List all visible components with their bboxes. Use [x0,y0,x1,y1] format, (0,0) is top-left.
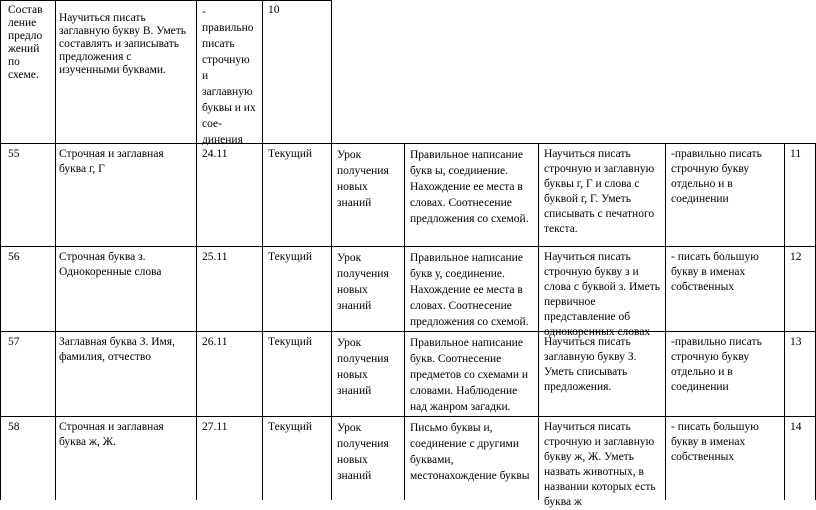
table-border [331,0,332,500]
row-control: Текущий [268,148,313,160]
lesson-type-line: новых [337,181,368,193]
row-goals: Научиться писать заглавную букву З. Уметь списывать предложения. [544,336,637,393]
header-skills-cell [202,4,262,148]
row-control: Текущий [268,421,313,433]
table-border [404,143,405,500]
lesson-type-line: Урок [337,422,362,434]
lesson-type-line: получения [337,268,389,280]
row-number: 58 [8,421,20,433]
row-number: 55 [8,148,20,160]
header-topic-line: ление [8,17,37,29]
row-skills: - писать большую букву в именах собственных [671,251,759,293]
lesson-type-line: новых [337,454,368,466]
header-topic-line: Состав [8,4,43,16]
row-lesson-type [337,147,403,211]
lesson-type-line: Урок [337,149,362,161]
row-goals: Научиться писать строчную и заглавную буквы г, Г и слова с буквой г, Г. Уметь списывать с печатного текста. [544,148,655,235]
row-hours: 11 [790,148,802,160]
row-skills: - писать большую букву в именах собственных [671,421,759,463]
table-border [0,416,816,417]
header-skills-line: правильно [202,22,254,34]
row-date: 27.11 [202,421,228,433]
lesson-type-line: получения [337,438,389,450]
row-goals: Научиться писать строчную букву з и слова с буквой з. Иметь первичное представление об однокоренных словах [544,251,660,338]
row-date: 25.11 [202,251,228,263]
header-goals-cell: Научиться писать заглавную букву В. Уметь составлять и записывать предложения с изученными буквами. [59,12,187,76]
row-skills: -правильно писать строчную букву отдельно и в соединении [671,336,762,393]
row-topic: Заглавная буква З. Имя, фамилия, отчество [59,336,175,363]
table-border [196,0,197,500]
row-number: 56 [8,251,20,263]
row-date: 24.11 [202,148,228,160]
lesson-type-line: Урок [337,337,362,349]
table-border [0,143,816,144]
row-topic: Строчная буква з. Однокоренные слова [59,251,162,278]
row-content: Правильное написание букв у, соединение. Нахождение ее места в словах. Соотнесение предложения со схемой. [410,252,529,328]
header-skills-line: - [202,6,206,18]
lesson-type-line: знаний [337,470,372,482]
row-goals: Научиться писать строчную и заглавную букву ж, Ж. Уметь назвать животных, в названии которых есть буква ж [544,421,656,508]
header-skills-line: буквы и их [202,102,256,114]
table-border [665,143,666,500]
lesson-type-line: новых [337,284,368,296]
table-border [0,246,816,247]
row-number: 57 [8,336,20,348]
table-border [538,143,539,500]
header-skills-line: сое- [202,118,222,130]
row-control: Текущий [268,251,313,263]
table-border [0,331,816,332]
lesson-type-line: знаний [337,197,372,209]
lesson-type-line: новых [337,369,368,381]
lesson-type-line: получения [337,165,389,177]
header-skills-line: строчную [202,54,250,66]
row-date: 26.11 [202,336,228,348]
row-content: Правильное написание букв ы, соединение. Нахождение ее места в словах. Соотнесение предложения со схемой. [410,149,529,225]
row-content: Письмо буквы и, соединение с другими буквами, местонахождение буквы [410,422,530,482]
header-hours-cell: 10 [268,4,280,16]
header-skills-line: динения [202,134,243,146]
table-border [55,0,56,500]
header-topic-line: схеме. [8,69,39,81]
row-lesson-type [337,335,403,399]
row-hours: 13 [790,336,802,348]
lesson-type-line: знаний [337,385,372,397]
table-border [0,0,1,500]
row-hours: 14 [790,421,802,433]
header-skills-line: заглавную [202,86,253,98]
row-topic: Строчная и заглавная буква ж, Ж. [59,421,164,448]
header-topic-cell [8,4,54,82]
row-content: Правильное написание букв. Соотнесение предметов со схемами и словами. Наблюдение над жанром загадки. [410,337,529,413]
header-topic-line: предло [8,30,43,42]
header-skills-line: и [202,70,209,82]
table-border [262,0,263,500]
row-lesson-type [337,250,403,314]
header-topic-line: жений [8,43,40,55]
header-skills-line: писать [202,38,235,50]
row-topic: Строчная и заглавная буква г, Г [59,148,164,175]
lesson-type-line: Урок [337,252,362,264]
row-hours: 12 [790,251,802,263]
table-border [784,143,785,500]
row-control: Текущий [268,336,313,348]
header-topic-line: по [8,56,20,68]
row-lesson-type [337,420,403,484]
table-border [0,0,331,1]
lesson-type-line: знаний [337,300,372,312]
row-skills: -правильно писать строчную букву отдельно и в соединении [671,148,762,205]
lesson-type-line: получения [337,353,389,365]
